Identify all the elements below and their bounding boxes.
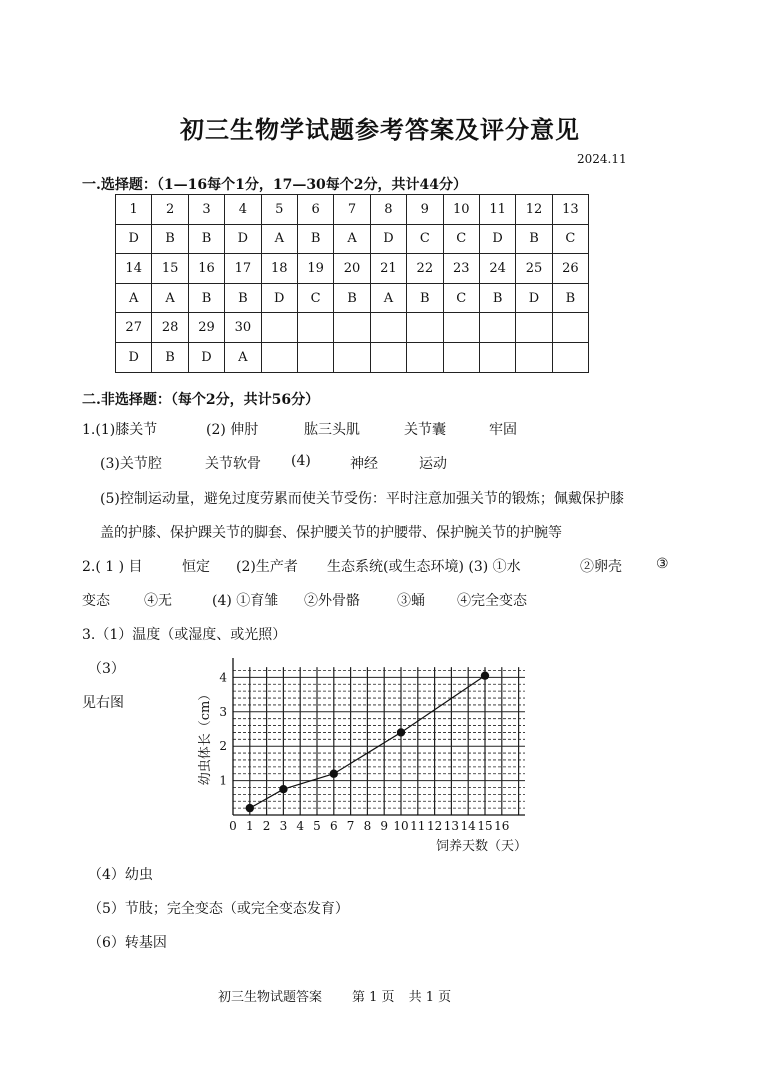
q1-line2-b: 关节软骨 [205,456,261,472]
q2-line2-c: (4) ①育雏 [212,593,279,609]
footer [218,986,451,1005]
q2-line2-e: ③蛹 [397,593,425,609]
answer-cell: 18 [261,254,297,284]
answer-cell: D [116,342,152,372]
q2-line2-a: 变态 [82,593,110,609]
answer-cell: A [261,224,297,254]
answer-cell: 13 [552,195,588,225]
x-tick-label: 9 [380,819,389,833]
answer-cell: B [297,224,333,254]
q1-line1-a: 1.(1)膝关节 [82,422,158,438]
answer-cell: D [261,283,297,313]
answer-cell: 12 [516,195,552,225]
q1-line2-c: (4) [291,453,311,469]
answer-cell: 28 [152,313,188,343]
answer-cell: 27 [116,313,152,343]
x-tick-label: 1 [245,819,254,833]
answer-row [116,342,589,372]
q1-line1-e: 牢固 [489,422,517,438]
answer-cell [479,313,515,343]
answer-cell: D [479,224,515,254]
answer-cell: B [552,283,588,313]
x-axis-label: 饲养天数（天） [435,839,527,854]
answer-cell: 26 [552,254,588,284]
footer-total: 共 1 页 [408,990,452,1005]
q2-line1-b: 恒定 [182,559,210,575]
answer-row [116,224,589,254]
answer-cell [334,342,370,372]
answer-cell [370,313,406,343]
answer-cell: 21 [370,254,406,284]
answer-cell: B [407,283,443,313]
data-point [481,671,489,679]
data-point [330,770,338,778]
q2-line1-e: ②卵壳 [580,559,622,575]
answer-cell: B [152,342,188,372]
x-tick-label: 0 [229,819,237,833]
q3-line1: 3.（1）温度（或湿度、或光照） [82,627,287,643]
x-tick-label: 16 [494,819,510,833]
q3-line5: （5）节肢；完全变态（或完全变态发育） [88,901,349,917]
answer-cell: 9 [407,195,443,225]
x-tick-label: 10 [393,819,409,833]
q2-line2-b: ④无 [144,593,172,609]
answer-cell [443,313,479,343]
x-tick-label: 5 [313,819,321,833]
answer-cell: B [188,224,224,254]
y-tick-label: 4 [219,670,227,685]
q2-line2-d: ②外骨骼 [304,593,360,609]
footer-doc: 初三生物试题答案 [218,990,323,1005]
q1-line2-a: (3)关节腔 [100,456,162,472]
answer-cell [552,313,588,343]
answer-cell [552,342,588,372]
x-tick-label: 7 [346,819,355,833]
answer-cell: D [516,283,552,313]
answer-cell: 29 [188,313,224,343]
answer-cell: 7 [334,195,370,225]
answer-cell: C [297,283,333,313]
answer-cell: 23 [443,254,479,284]
answer-cell: B [479,283,515,313]
section1-heading: 一.选择题：（1—16每个1分，17—30每个2分，共计44分） [82,177,468,193]
x-tick-label: 14 [460,819,476,833]
answer-cell: 8 [370,195,406,225]
answer-cell: 22 [407,254,443,284]
answer-cell: B [152,224,188,254]
answer-cell [407,342,443,372]
answer-cell: 17 [225,254,261,284]
q3-see-figure: 见右图 [82,695,124,711]
answer-cell: 24 [479,254,515,284]
x-tick-label: 11 [410,819,426,833]
answer-cell [370,342,406,372]
q2-line1-c: (2)生产者 [236,559,298,575]
y-tick-label: 3 [219,704,227,719]
answer-cell: 4 [225,195,261,225]
answer-cell: 1 [116,195,152,225]
answer-cell [261,313,297,343]
x-tick-label: 4 [296,819,305,833]
q3-line4: （4）幼虫 [88,867,153,883]
answer-row [116,313,589,343]
footer-page: 第 1 页 [352,990,395,1005]
answer-cell: 6 [297,195,333,225]
growth-chart [195,650,540,860]
answer-cell [516,342,552,372]
answer-cell [516,313,552,343]
y-axis-label: 幼虫体长（cm） [198,687,213,786]
answer-cell: 11 [479,195,515,225]
x-tick-label: 8 [363,819,372,833]
answer-cell: 30 [225,313,261,343]
q1-line1-d: 关节囊 [404,422,446,438]
answer-cell: A [370,283,406,313]
answer-cell [407,313,443,343]
q2-line1-a: 2.( 1 ) 目 [82,559,143,575]
section2-heading: 二.非选择题：（每个2分，共计56分） [82,392,320,408]
y-tick-label: 1 [219,773,227,788]
answer-cell: A [116,283,152,313]
q3-line6: （6）转基因 [88,935,167,951]
answer-cell: B [516,224,552,254]
q1-line1-c: 肱三头肌 [304,422,360,438]
answer-row [116,195,589,225]
q1-line2-d: 神经 [350,456,378,472]
answer-cell: B [225,283,261,313]
answer-cell: D [188,342,224,372]
answer-cell: B [334,283,370,313]
q2-line1-f: ③ [656,556,669,572]
answer-cell: 25 [516,254,552,284]
answer-cell: 15 [152,254,188,284]
x-tick-label: 13 [443,819,460,833]
answer-cell: A [152,283,188,313]
answer-cell [261,342,297,372]
answer-cell: D [116,224,152,254]
answer-cell: D [370,224,406,254]
x-tick-label: 2 [262,819,271,833]
answer-cell: C [443,283,479,313]
answer-cell: 3 [188,195,224,225]
date: 2024.11 [577,152,627,166]
y-tick-label: 2 [219,739,227,754]
q1-line4: 盖的护膝、保护踝关节的脚套、保护腰关节的护腰带、保护腕关节的护腕等 [100,525,562,541]
answer-cell: 5 [261,195,297,225]
q2-line2-f: ④完全变态 [457,593,527,609]
q1-line3: (5)控制运动量，避免过度劳累而使关节受伤：平时注意加强关节的锻炼；佩戴保护膝 [100,491,624,507]
answer-cell: C [407,224,443,254]
data-point [279,785,287,793]
answer-cell: A [334,224,370,254]
data-point [246,804,254,812]
answer-cell: 10 [443,195,479,225]
x-tick-label: 3 [279,819,288,833]
answer-cell: A [225,342,261,372]
answer-cell: 2 [152,195,188,225]
answer-cell: 19 [297,254,333,284]
answer-row [116,254,589,284]
answer-cell: B [188,283,224,313]
answer-cell [334,313,370,343]
q2-line1-d: 生态系统(或生态环境) (3) ①水 [327,559,521,575]
answer-cell [443,342,479,372]
answer-cell: 14 [116,254,152,284]
answer-cell: 20 [334,254,370,284]
answer-table [115,194,589,373]
q1-line1-b: (2) 伸肘 [206,422,259,438]
q1-line2-e: 运动 [419,456,447,472]
answer-cell: D [225,224,261,254]
page-title: 初三生物学试题参考答案及评分意见 [180,115,580,144]
answer-cell: 16 [188,254,224,284]
answer-cell [297,313,333,343]
answer-cell: C [443,224,479,254]
x-tick-label: 15 [477,819,493,833]
x-tick-label: 6 [329,819,338,833]
data-point [397,728,405,736]
q3-part3-label: （3） [88,661,125,677]
answer-cell: C [552,224,588,254]
x-tick-label: 12 [426,819,443,833]
answer-row [116,283,589,313]
answer-cell [479,342,515,372]
answer-cell [297,342,333,372]
